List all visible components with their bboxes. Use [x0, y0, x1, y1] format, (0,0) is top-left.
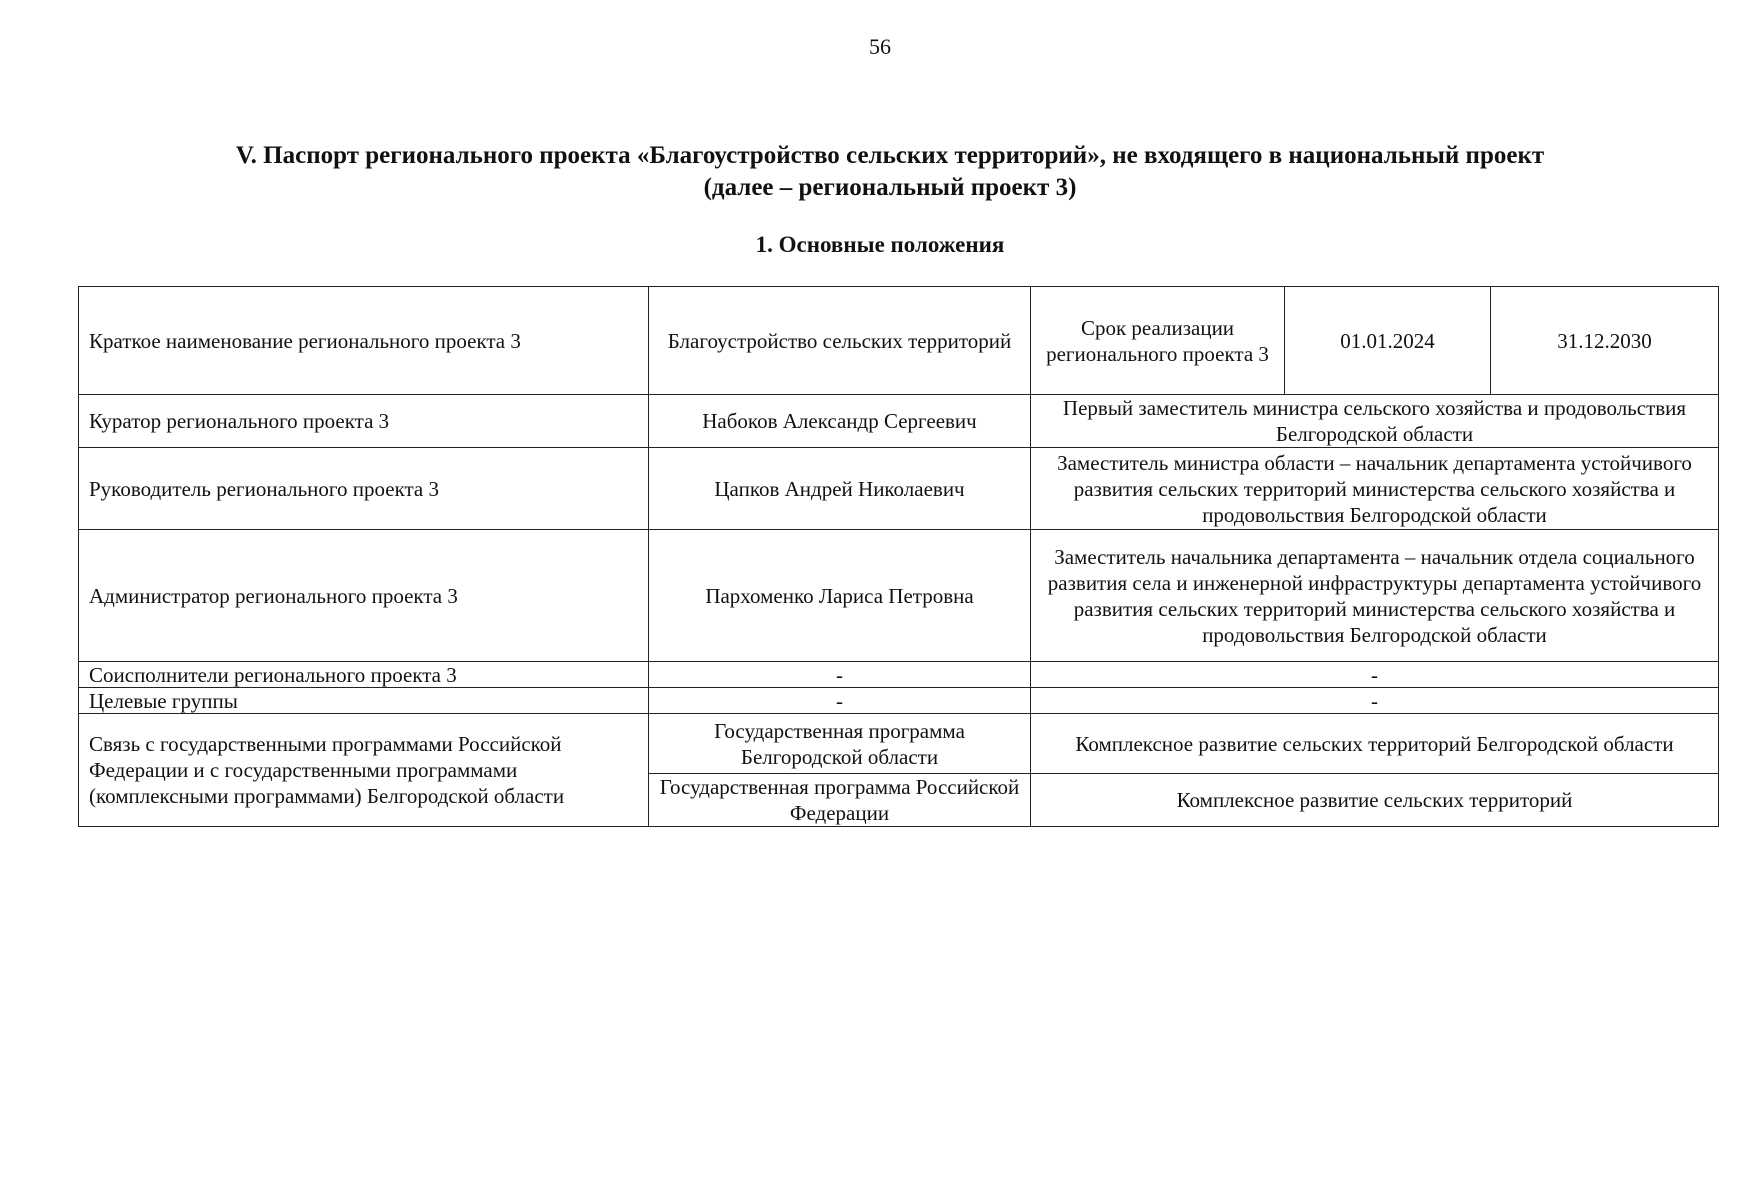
term-label: Срок реализации регионального проекта 3: [1031, 287, 1285, 395]
short-name-value: Благоустройство сельских территорий: [649, 287, 1031, 395]
section-title: 1. Основные положения: [755, 232, 1005, 257]
term-end-date: 31.12.2030: [1491, 287, 1719, 395]
curator-label: Куратор регионального проекта 3: [79, 395, 649, 448]
document-title-line-2: (далее – региональный проект 3): [703, 174, 1077, 201]
regional-program-type: Государственная программа Белгородской области: [649, 714, 1031, 774]
term-start-date: 01.01.2024: [1285, 287, 1491, 395]
document-title: [80, 140, 1700, 204]
table-row: [79, 395, 1719, 448]
programs-link-label: Связь с государственными программами Российской Федерации и с государственными программами (комплексными программами) Белгородской области: [79, 714, 649, 827]
head-name: Цапков Андрей Николаевич: [649, 448, 1031, 530]
federal-program-type: Государственная программа Российской Федерации: [649, 774, 1031, 827]
federal-program-name: Комплексное развитие сельских территорий: [1031, 774, 1719, 827]
regional-program-name: Комплексное развитие сельских территорий Белгородской области: [1031, 714, 1719, 774]
head-label: Руководитель регионального проекта 3: [79, 448, 649, 530]
table-row: [79, 448, 1719, 530]
table-row: [79, 662, 1719, 688]
short-name-label: Краткое наименование регионального проекта 3: [79, 287, 649, 395]
document-title-line-1: V. Паспорт регионального проекта «Благоустройство сельских территорий», не входящего в национальный проект: [235, 142, 1545, 169]
co-executors-label: Соисполнители регионального проекта 3: [79, 662, 649, 688]
target-groups-value: -: [649, 688, 1031, 714]
target-groups-value-2: -: [1031, 688, 1719, 714]
curator-name: Набоков Александр Сергеевич: [649, 395, 1031, 448]
co-executors-value: -: [649, 662, 1031, 688]
passport-table: [78, 286, 1719, 827]
administrator-name: Пархоменко Лариса Петровна: [649, 530, 1031, 662]
table-row: [79, 530, 1719, 662]
administrator-label: Администратор регионального проекта 3: [79, 530, 649, 662]
administrator-position: Заместитель начальника департамента – начальник отдела социального развития села и инженерной инфраструктуры департамента устойчивого развития сельских территорий министерства сельского хозяйства и продовольствия Белгородской области: [1031, 530, 1719, 662]
target-groups-label: Целевые группы: [79, 688, 649, 714]
head-position: Заместитель министра области – начальник департамента устойчивого развития сельских территорий министерства сельского хозяйства и продовольствия Белгородской области: [1031, 448, 1719, 530]
curator-position: Первый заместитель министра сельского хозяйства и продовольствия Белгородской области: [1031, 395, 1719, 448]
table-row: [79, 688, 1719, 714]
table-row: [79, 714, 1719, 774]
co-executors-value-2: -: [1031, 662, 1719, 688]
page-number: 56: [869, 34, 891, 59]
table-row: [79, 287, 1719, 395]
